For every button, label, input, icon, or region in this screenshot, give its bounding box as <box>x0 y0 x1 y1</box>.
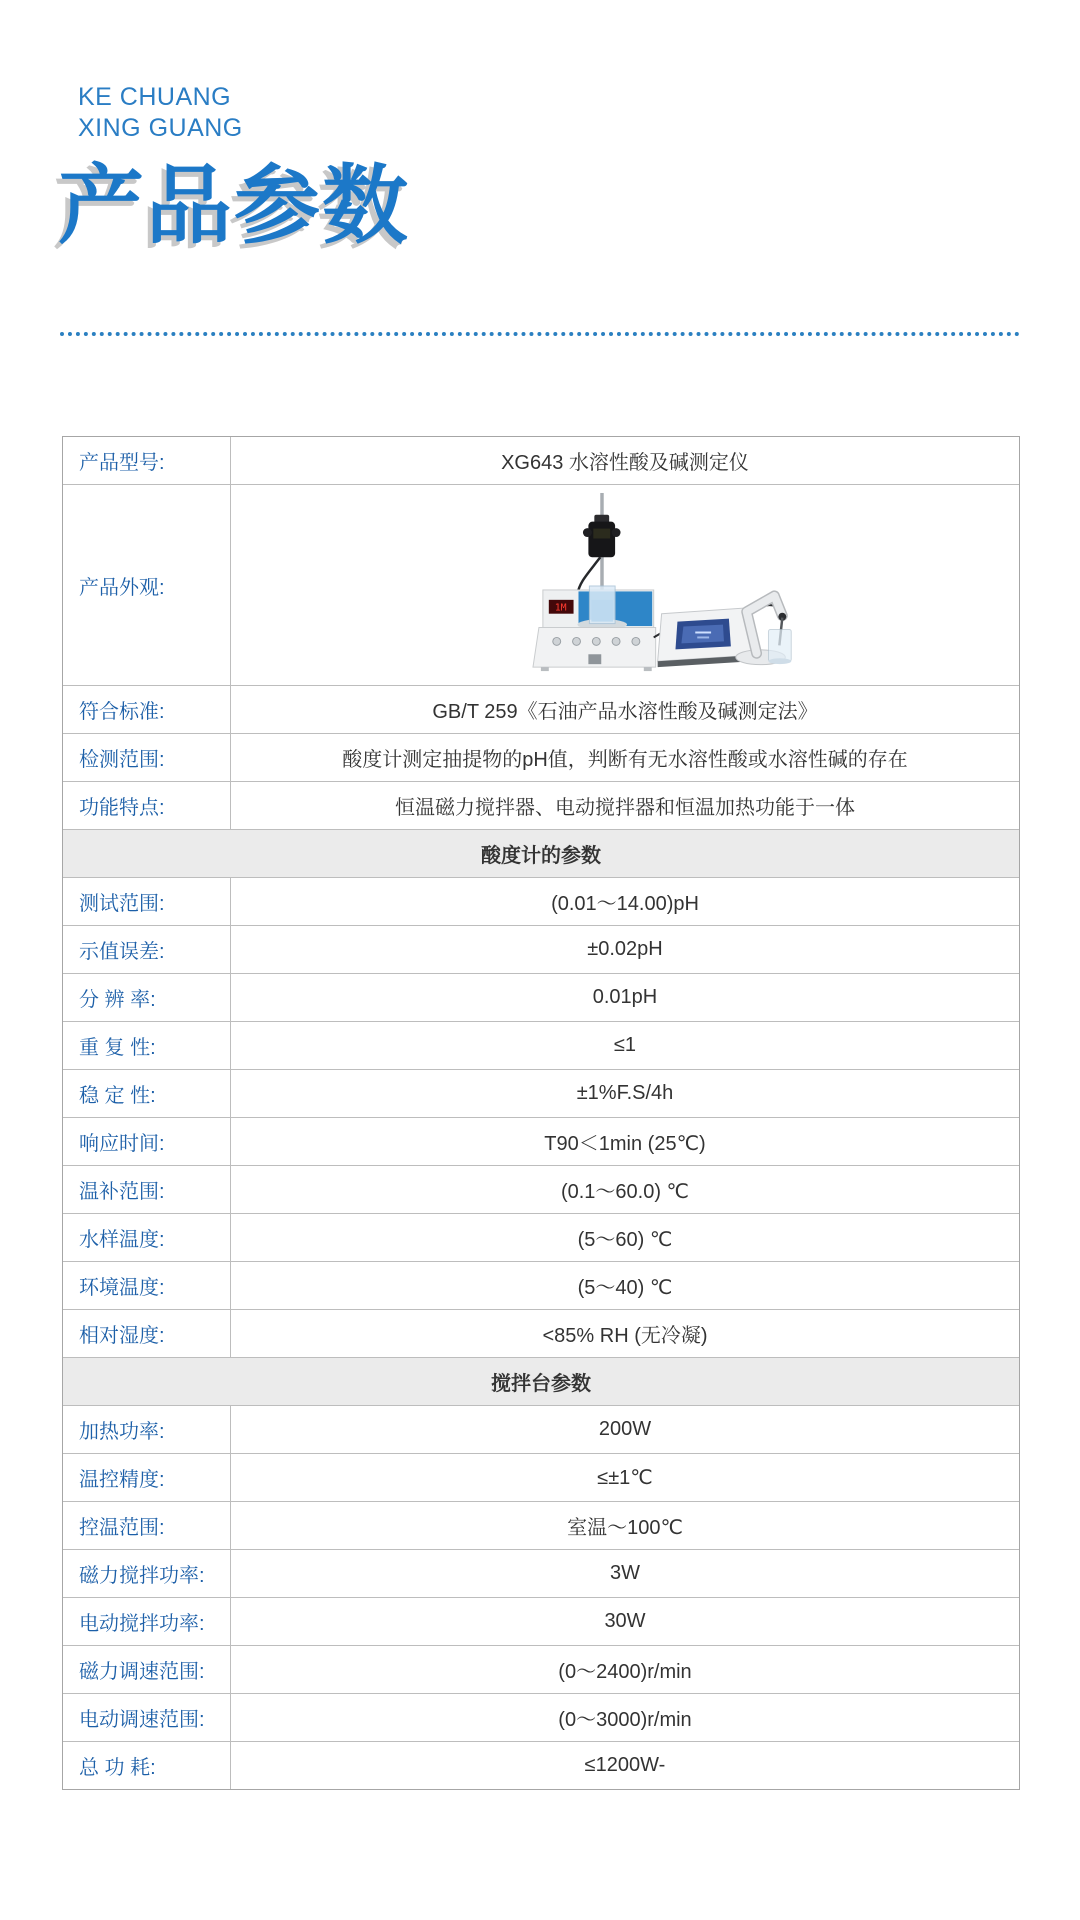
table-row <box>63 1069 1019 1117</box>
row-value: 室温～100℃ <box>567 1517 683 1539</box>
row-value: T90＜1min (25℃) <box>544 1133 706 1155</box>
product-photo-illustration <box>390 491 860 679</box>
row-label: 电动调速范围: <box>63 1694 231 1741</box>
section-header-label: 搅拌台参数 <box>491 1373 591 1395</box>
row-label: 温补范围: <box>63 1166 231 1213</box>
table-row <box>63 781 1019 829</box>
table-row <box>63 973 1019 1021</box>
row-value: (0.1～60.0) ℃ <box>560 1181 690 1203</box>
row-label: 磁力搅拌功率: <box>63 1550 231 1597</box>
row-label: 响应时间: <box>63 1118 231 1165</box>
row-value: 30W <box>604 1610 646 1632</box>
svg-text:1M: 1M <box>554 602 567 614</box>
brand-line-2: XING GUANG <box>78 114 243 142</box>
table-row <box>63 1117 1019 1165</box>
row-value: ≤±1℃ <box>597 1467 653 1489</box>
table-row <box>63 1309 1019 1357</box>
row-value: XG643 水溶性酸及碱测定仪 <box>501 452 749 474</box>
row-label: 水样温度: <box>63 1214 231 1261</box>
section-header-label: 酸度计的参数 <box>481 845 601 867</box>
row-label: 功能特点: <box>63 782 231 829</box>
spec-table <box>62 436 1020 1790</box>
table-row <box>63 1165 1019 1213</box>
row-value: 0.01pH <box>592 986 658 1008</box>
row-label: 示值误差: <box>63 926 231 973</box>
row-value: 200W <box>598 1418 652 1440</box>
table-row <box>63 685 1019 733</box>
row-value: ≤1200W- <box>584 1754 666 1776</box>
row-label: 稳 定 性: <box>63 1070 231 1117</box>
table-row <box>63 1021 1019 1069</box>
row-value: ±0.02pH <box>587 938 663 960</box>
row-label: 分 辨 率: <box>63 974 231 1021</box>
table-row <box>63 1453 1019 1501</box>
row-value: (0～3000)r/min <box>558 1709 692 1731</box>
row-label: 符合标准: <box>63 686 231 733</box>
table-row <box>63 1741 1019 1789</box>
row-value: 恒温磁力搅拌器、电动搅拌器和恒温加热功能于一体 <box>395 797 855 819</box>
row-label: 重 复 性: <box>63 1022 231 1069</box>
row-value: (0～2400)r/min <box>558 1661 692 1683</box>
row-value: <85% RH (无冷凝) <box>542 1325 708 1347</box>
table-row <box>63 1261 1019 1309</box>
row-value <box>231 485 1019 685</box>
table-row <box>63 1645 1019 1693</box>
row-label: 检测范围: <box>63 734 231 781</box>
row-label: 总 功 耗: <box>63 1742 231 1789</box>
row-label: 相对湿度: <box>63 1310 231 1357</box>
table-row <box>63 925 1019 973</box>
row-label: 环境温度: <box>63 1262 231 1309</box>
row-value: (5～60) ℃ <box>577 1229 673 1251</box>
brand-line-1: KE CHUANG <box>78 83 232 111</box>
row-label: 加热功率: <box>63 1406 231 1453</box>
product-photo-row <box>63 484 1019 685</box>
table-row <box>63 437 1019 484</box>
section-header-row <box>63 829 1019 877</box>
table-row <box>63 1693 1019 1741</box>
row-label: 磁力调速范围: <box>63 1646 231 1693</box>
table-row <box>63 1597 1019 1645</box>
row-label: 温控精度: <box>63 1454 231 1501</box>
table-row <box>63 1213 1019 1261</box>
section-header-row <box>63 1357 1019 1405</box>
table-row <box>63 1549 1019 1597</box>
table-row <box>63 1501 1019 1549</box>
row-value: GB/T 259《石油产品水溶性酸及碱测定法》 <box>432 701 818 723</box>
row-label: 控温范围: <box>63 1502 231 1549</box>
row-value: 3W <box>610 1562 640 1584</box>
row-value: ±1%F.S/4h <box>576 1082 674 1104</box>
row-value: ≤1 <box>613 1034 637 1056</box>
row-value: 酸度计测定抽提物的pH值，判断有无水溶性酸或水溶性碱的存在 <box>342 749 908 771</box>
table-row <box>63 877 1019 925</box>
row-value: (0.01～14.00)pH <box>551 893 699 915</box>
row-label: 产品外观: <box>63 485 231 685</box>
row-value: (5～40) ℃ <box>577 1277 673 1299</box>
page-title: 产品参数 <box>58 158 410 254</box>
brand-text <box>78 82 1080 144</box>
table-row <box>63 1405 1019 1453</box>
dotted-divider <box>60 332 1020 336</box>
table-row <box>63 733 1019 781</box>
row-label: 测试范围: <box>63 878 231 925</box>
row-label: 电动搅拌功率: <box>63 1598 231 1645</box>
row-label: 产品型号: <box>63 437 231 484</box>
